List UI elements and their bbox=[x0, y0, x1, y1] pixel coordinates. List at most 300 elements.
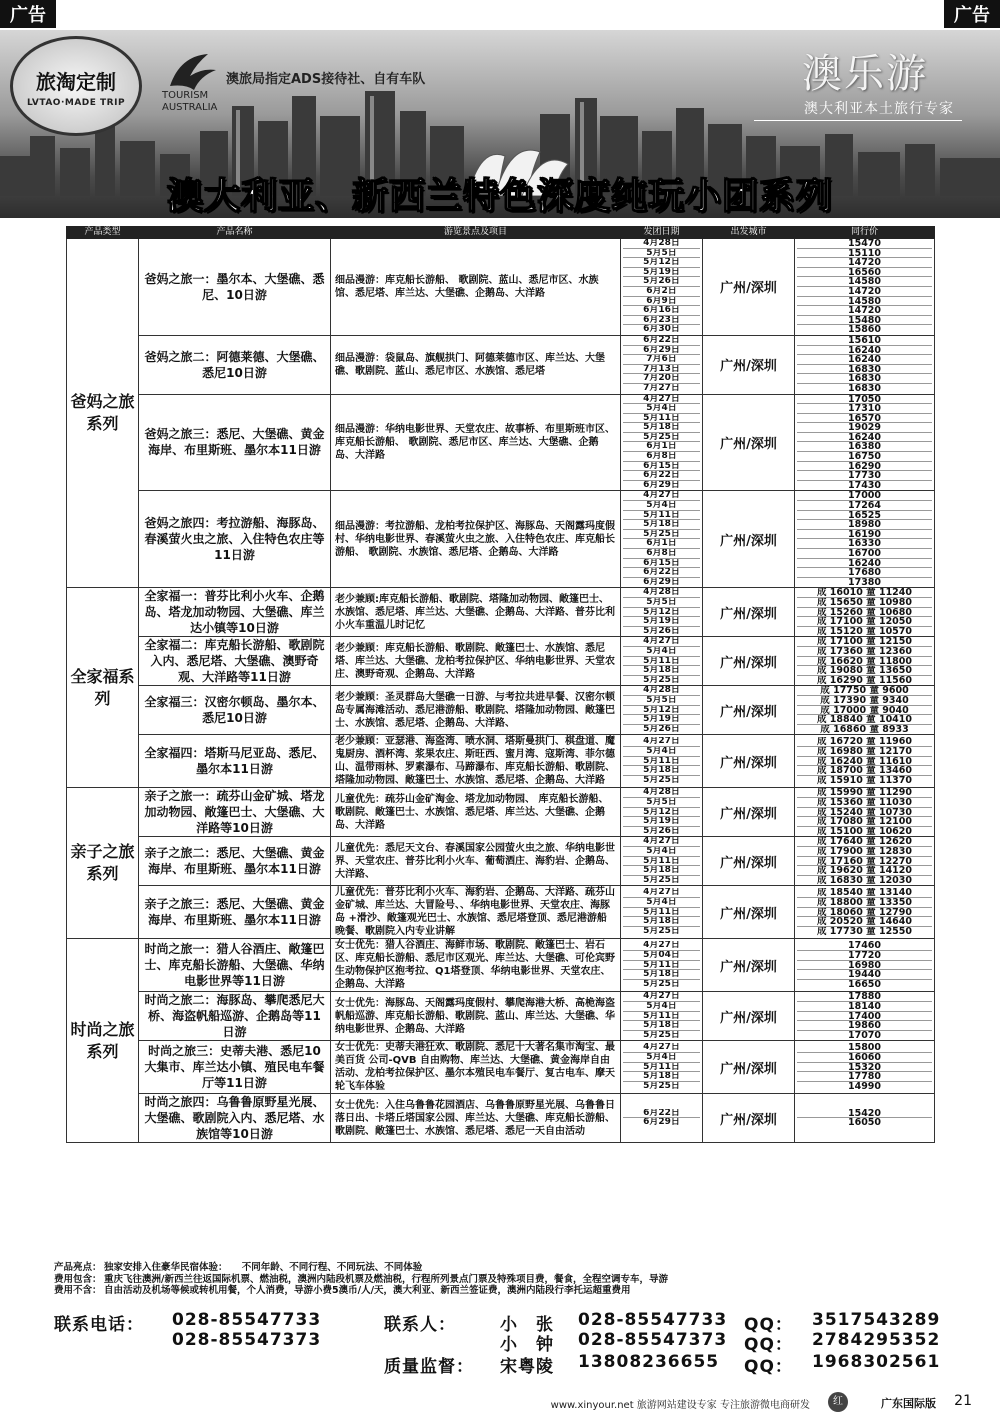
note-highlight bbox=[54, 1262, 954, 1274]
phone-1[interactable]: 028-85547733 bbox=[172, 1310, 322, 1330]
price-value: 17460 bbox=[797, 941, 932, 951]
price-value: 16525 bbox=[797, 511, 932, 521]
price-value: 15110 bbox=[797, 249, 932, 259]
product-type-cell: 全家福系列 bbox=[67, 588, 139, 788]
contact-2-phone[interactable]: 028-85547373 bbox=[578, 1330, 728, 1350]
departure-date: 6月8日 bbox=[623, 549, 700, 559]
departure-date: 6月2日 bbox=[623, 287, 700, 297]
prices-cell bbox=[795, 1041, 935, 1094]
prices-cell bbox=[795, 239, 935, 336]
note-included bbox=[54, 1274, 954, 1286]
price-value: 16570 bbox=[797, 414, 932, 424]
price-value: 16240 bbox=[797, 559, 932, 569]
dates-cell bbox=[621, 788, 703, 837]
departure-date: 4月27日 bbox=[623, 737, 700, 747]
departure-city-cell: 广州/深圳 bbox=[703, 992, 795, 1041]
price-value: 17310 bbox=[797, 404, 932, 414]
table-row bbox=[67, 686, 935, 735]
departure-date: 5月26日 bbox=[623, 277, 700, 287]
departure-date: 5月11日 bbox=[623, 908, 700, 918]
product-name-cell: 爸妈之旅一：墨尔本、大堡礁、悉尼、10日游 bbox=[139, 239, 331, 336]
spots-cell: 老少兼顾：圣灵群岛大堡礁一日游、与考拉共进早餐、汉密尔顿岛专属海滩活动、悉尼港游船、歌剧院、塔隆加动物园、敞篷巴士、水族馆、悉尼塔、企鹅岛、大洋路、 bbox=[331, 686, 621, 735]
table-row bbox=[67, 788, 935, 837]
departure-date: 5月25日 bbox=[643, 979, 680, 989]
price-value: 16830 bbox=[797, 365, 932, 375]
departure-date: 5月11日 bbox=[623, 757, 700, 767]
departure-city-cell: 广州/深圳 bbox=[703, 1094, 795, 1143]
departure-date: 5月19日 bbox=[623, 617, 700, 627]
departure-date: 6月30日 bbox=[643, 325, 680, 335]
departure-city-cell: 广州/深圳 bbox=[703, 588, 795, 637]
product-name-cell: 亲子之旅一：疏芬山金矿城、塔龙加动物园、敞篷巴士、大堡礁、大洋路等10日游 bbox=[139, 788, 331, 837]
departure-date: 6月22日 bbox=[623, 568, 700, 578]
table-row bbox=[67, 1041, 935, 1094]
header-city: 出发城市 bbox=[703, 227, 795, 239]
header-product-type: 产品类型 bbox=[67, 227, 139, 239]
price-value: 17430 bbox=[847, 480, 882, 491]
departure-date: 4月27日 bbox=[623, 395, 700, 405]
departure-date: 6月22日 bbox=[623, 471, 700, 481]
prices-cell bbox=[795, 735, 935, 788]
price-value: 成 17750 童 9600 bbox=[797, 686, 932, 696]
price-value: 17720 bbox=[797, 951, 932, 961]
table-row bbox=[67, 588, 935, 637]
table-row bbox=[67, 992, 935, 1041]
departure-date: 5月25日 bbox=[643, 875, 680, 885]
departure-date: 5月18日 bbox=[623, 766, 700, 776]
product-type-cell: 亲子之旅系列 bbox=[67, 788, 139, 939]
departure-city-cell: 广州/深圳 bbox=[703, 788, 795, 837]
departure-date: 5月5日 bbox=[623, 798, 700, 808]
spots-cell: 儿童优先：普芬比利小火车、海豹岩、企鹅岛、大洋路、疏芬山金矿城、库兰达、大冒险号、、华纳电影世界、天堂农庄、海豚岛 +滑沙、敞篷观光巴士、水族馆、悉尼塔登顶、悉尼港游船晚餐、歌剧院入内专业讲解 bbox=[331, 886, 621, 939]
supervisor-qq[interactable]: 1968302561 bbox=[812, 1352, 941, 1372]
departure-date: 4月27日 bbox=[623, 491, 700, 501]
departure-date: 4月27日 bbox=[623, 941, 700, 951]
departure-date: 4月28日 bbox=[623, 788, 700, 798]
prices-cell bbox=[795, 588, 935, 637]
product-name-cell: 时尚之旅四：乌鲁鲁原野星光展、大堡礁、歌剧院入内、悉尼塔、水族馆等10日游 bbox=[139, 1094, 331, 1143]
price-value: 成 15990 童 11290 bbox=[797, 788, 932, 798]
product-name-cell: 爸妈之旅二：阿德莱德、大堡礁、悉尼10日游 bbox=[139, 335, 331, 394]
departure-date: 7月6日 bbox=[623, 355, 700, 365]
departure-date: 5月19日 bbox=[623, 817, 700, 827]
departure-date: 5月4日 bbox=[623, 747, 700, 757]
dates-cell bbox=[621, 735, 703, 788]
dates-cell bbox=[621, 239, 703, 336]
departure-date: 6月8日 bbox=[623, 452, 700, 462]
product-name-cell: 全家福四：塔斯马尼亚岛、悉尼、墨尔本11日游 bbox=[139, 735, 331, 788]
price-value: 17880 bbox=[797, 992, 932, 1002]
price-value: 成 16860 童 8933 bbox=[820, 724, 909, 735]
price-value: 成 18540 童 13140 bbox=[797, 888, 932, 898]
departure-date: 4月27日 bbox=[623, 837, 700, 847]
contact-2-qq-label: QQ： bbox=[744, 1335, 793, 1355]
contact-1-qq[interactable]: 3517543289 bbox=[812, 1310, 941, 1330]
departure-date: 4月27日 bbox=[623, 888, 700, 898]
tourism-australia-line1: TOURISM bbox=[162, 90, 209, 101]
price-value: 成 18700 童 13460 bbox=[797, 766, 932, 776]
departure-date: 5月04日 bbox=[623, 951, 700, 961]
table-header-row bbox=[67, 227, 935, 239]
header-banner bbox=[0, 30, 1000, 218]
departure-date: 5月4日 bbox=[623, 898, 700, 908]
departure-date: 5月25日 bbox=[623, 530, 700, 540]
spots-cell: 细品漫游：华纳电影世界、天堂农庄、故事桥、布里斯班市区、库克船长游船、 歌剧院、悉尼市区、库兰达、大堡礁、企鹅岛、大洋路 bbox=[331, 394, 621, 491]
footer-site-text[interactable]: www.xinyour.net 旅游网站建设专家 专注旅游微电商研发 bbox=[550, 1400, 810, 1411]
note-label: 费用包含： bbox=[54, 1273, 102, 1285]
departure-date: 5月4日 bbox=[623, 404, 700, 414]
prices-cell bbox=[795, 686, 935, 735]
spots-cell: 老少兼顾:库克船长游船、歌剧院、塔隆加动物园、敞篷巴士、水族馆、悉尼塔、库兰达、大堡礁、企鹅岛、大洋路、普芬比利小火车重温儿时记忆 bbox=[331, 588, 621, 637]
departure-date: 5月26日 bbox=[643, 826, 680, 836]
brand-subtitle: 澳大利亚本土旅行专家 bbox=[754, 98, 962, 121]
price-value: 成 18060 童 12790 bbox=[797, 908, 932, 918]
price-value: 17000 bbox=[797, 491, 932, 501]
price-value: 成 17900 童 12830 bbox=[797, 847, 932, 857]
table-row bbox=[67, 886, 935, 939]
prices-cell bbox=[795, 788, 935, 837]
price-value: 16330 bbox=[797, 539, 932, 549]
dates-cell bbox=[621, 491, 703, 588]
badge-title: 旅淘定制 bbox=[36, 70, 116, 94]
departure-date: 5月11日 bbox=[623, 961, 700, 971]
dates-cell bbox=[621, 837, 703, 886]
price-value: 15800 bbox=[797, 1043, 932, 1053]
departure-date: 6月29日 bbox=[643, 480, 680, 490]
price-value: 19860 bbox=[797, 1021, 932, 1031]
product-name-cell: 亲子之旅三：悉尼、大堡礁、黄金海岸、布里斯班、墨尔本11日游 bbox=[139, 886, 331, 939]
price-value: 15470 bbox=[797, 239, 932, 249]
departure-date: 5月11日 bbox=[623, 657, 700, 667]
departure-date: 5月18日 bbox=[623, 970, 700, 980]
table-row bbox=[67, 837, 935, 886]
departure-date: 5月26日 bbox=[643, 724, 680, 734]
departure-date: 5月12日 bbox=[623, 706, 700, 716]
dates-cell bbox=[621, 335, 703, 394]
departure-date: 5月18日 bbox=[623, 520, 700, 530]
price-value: 16830 bbox=[797, 374, 932, 384]
departure-date: 5月12日 bbox=[623, 808, 700, 818]
ads-text: 澳旅局指定ADS接待社、自有车队 bbox=[226, 72, 426, 87]
departure-date: 5月25日 bbox=[623, 433, 700, 443]
departure-date: 5月12日 bbox=[623, 258, 700, 268]
price-value: 成 17160 童 12270 bbox=[797, 857, 932, 867]
price-value: 17264 bbox=[797, 501, 932, 511]
table-row bbox=[67, 1094, 935, 1143]
price-value: 成 17000 童 9040 bbox=[797, 706, 932, 716]
departure-date: 6月1日 bbox=[623, 442, 700, 452]
price-value: 成 20520 童 14640 bbox=[797, 917, 932, 927]
departure-date: 4月27日 bbox=[623, 1043, 700, 1053]
product-name-cell: 亲子之旅二：悉尼、大堡礁、黄金海岸、布里斯班、墨尔本11日游 bbox=[139, 837, 331, 886]
header-spots: 游览景点及项目 bbox=[331, 227, 621, 239]
price-value: 14720 bbox=[797, 287, 932, 297]
prices-cell bbox=[795, 637, 935, 686]
departure-date: 5月18日 bbox=[623, 423, 700, 433]
product-name-cell: 全家福三：汉密尔顿岛、墨尔本、悉尼10日游 bbox=[139, 686, 331, 735]
product-name-cell: 爸妈之旅四：考拉游船、海豚岛、春溪萤火虫之旅、入住特色农庄等11日游 bbox=[139, 491, 331, 588]
departure-date: 5月18日 bbox=[623, 1021, 700, 1031]
price-value: 14720 bbox=[797, 306, 932, 316]
departure-date: 5月18日 bbox=[623, 1072, 700, 1082]
price-value: 成 17640 童 12620 bbox=[797, 837, 932, 847]
price-value: 17400 bbox=[797, 1012, 932, 1022]
price-value: 16060 bbox=[797, 1053, 932, 1063]
note-text: 自由活动及机场等候或转机用餐，个人消费，导游小费5澳币/人/天，澳大利亚、新西兰签证费，澳洲内陆段行李托运超重费用 bbox=[104, 1285, 631, 1296]
price-value: 成 15260 童 10680 bbox=[797, 608, 932, 618]
departure-city-cell: 广州/深圳 bbox=[703, 735, 795, 788]
price-value: 15610 bbox=[797, 336, 932, 346]
table-row bbox=[67, 939, 935, 992]
contact-label: 联系人： bbox=[384, 1315, 456, 1335]
prices-cell bbox=[795, 837, 935, 886]
table-row bbox=[67, 637, 935, 686]
departure-date: 6月23日 bbox=[623, 316, 700, 326]
product-name-cell: 全家福二：库克船长游船、歌剧院入内、悉尼塔、大堡礁、澳野奇观、大洋路等11日游 bbox=[139, 637, 331, 686]
product-name-cell: 爸妈之旅三：悉尼、大堡礁、黄金海岸、布里斯班、墨尔本11日游 bbox=[139, 394, 331, 491]
departure-date: 7月20日 bbox=[623, 374, 700, 384]
spots-cell: 女士优先：入住乌鲁鲁花园酒店、乌鲁鲁原野星光展、乌鲁鲁日落日出、卡塔丘塔国家公园、库兰达、大堡礁、库克船长游船、歌剧院、敞篷巴士、水族馆、悉尼塔、悉尼一天自由活动 bbox=[331, 1094, 621, 1143]
spots-cell: 老少兼顾：亚瑟港、海盗湾、喷水洞、塔斯曼拱门、棋盘道、魔鬼厨房、酒杯湾、浆果农庄、斯旺西、蜜月湾、寇斯湾、菲尔德山、温带雨林、罗素瀑布、马蹄瀑布、库克船长游船、歌剧院、塔隆加动物园、敞篷巴士、水族馆、悉尼塔、企鹅岛、大洋路 bbox=[331, 735, 621, 788]
note-text: 独家安排入住豪华民宿体验： 不同年龄、不同行程、不同玩法、不同体验 bbox=[104, 1262, 423, 1273]
spots-cell: 细品漫游：考拉游船、龙柏考拉保护区、海豚岛、天阁露玛度假村、华纳电影世界、春溪萤火虫之旅、入住特色农庄、库克船长游船、 歌剧院、水族馆、悉尼塔、企鹅岛、大洋路 bbox=[331, 491, 621, 588]
contact-2-qq[interactable]: 2784295352 bbox=[812, 1330, 941, 1350]
price-value: 16750 bbox=[797, 452, 932, 462]
departure-city-cell: 广州/深圳 bbox=[703, 637, 795, 686]
product-type-cell: 爸妈之旅系列 bbox=[67, 239, 139, 588]
price-value: 成 17100 童 12150 bbox=[797, 637, 932, 647]
ad-tag-right: 广告 bbox=[944, 0, 1000, 28]
departure-date: 5月26日 bbox=[643, 626, 680, 636]
price-value: 16240 bbox=[797, 346, 932, 356]
price-value: 17680 bbox=[797, 568, 932, 578]
departure-date: 6月1日 bbox=[623, 539, 700, 549]
price-value: 成 17080 童 12100 bbox=[797, 817, 932, 827]
price-value: 成 16290 童 11560 bbox=[816, 675, 913, 686]
contact-section bbox=[54, 1308, 954, 1377]
price-value: 17070 bbox=[847, 1030, 882, 1041]
header-price: 同行价 bbox=[795, 227, 935, 239]
price-value: 成 19080 童 13650 bbox=[797, 666, 932, 676]
departure-date: 5月4日 bbox=[623, 647, 700, 657]
departure-date: 6月29日 bbox=[643, 1118, 680, 1128]
departure-date: 5月12日 bbox=[623, 608, 700, 618]
departure-date: 4月28日 bbox=[623, 686, 700, 696]
spots-cell: 老少兼顾：库克船长游船、歌剧院、敞篷巴士、水族馆、悉尼塔、库兰达、大堡礁、龙柏考拉保护区、华纳电影世界、天堂农庄、澳野奇观、企鹅岛、大洋路 bbox=[331, 637, 621, 686]
price-value: 16380 bbox=[797, 442, 932, 452]
red-logo-icon: 红 bbox=[828, 1392, 848, 1412]
departure-city-cell: 广州/深圳 bbox=[703, 335, 795, 394]
table-row bbox=[67, 239, 935, 336]
product-name-cell: 时尚之旅三：史蒂夫港、悉尼10大集市、库兰达小镇、殖民电车餐厅等11日游 bbox=[139, 1041, 331, 1094]
contact-2-name: 小 钟 bbox=[500, 1335, 554, 1355]
price-value: 15420 bbox=[797, 1109, 932, 1119]
price-value: 成 17360 童 12360 bbox=[797, 647, 932, 657]
price-value: 15480 bbox=[797, 316, 932, 326]
contact-1-phone[interactable]: 028-85547733 bbox=[578, 1310, 728, 1330]
spots-cell: 儿童优先：悉尼天文台、春溪国家公园萤火虫之旅、华纳电影世界、天堂农庄、普芬比利小火车、葡萄酒庄、海豹岩、企鹅岛、大洋路、 bbox=[331, 837, 621, 886]
departure-date: 5月11日 bbox=[623, 414, 700, 424]
main-title: 澳大利亚、新西兰特色深度纯玩小团系列 bbox=[166, 176, 833, 217]
departure-city-cell: 广州/深圳 bbox=[703, 837, 795, 886]
price-value: 17730 bbox=[797, 471, 932, 481]
supervisor-name: 宋粤陵 bbox=[500, 1357, 554, 1377]
header-dates: 发团日期 bbox=[621, 227, 703, 239]
badge-subtitle: LVTAO·MADE TRIP bbox=[26, 98, 126, 108]
departure-city-cell: 广州/深圳 bbox=[703, 886, 795, 939]
footer-edition: 广东国际版 bbox=[881, 1397, 936, 1410]
price-value: 16650 bbox=[847, 979, 882, 990]
departure-city-cell: 广州/深圳 bbox=[703, 1041, 795, 1094]
departure-city-cell: 广州/深圳 bbox=[703, 239, 795, 336]
price-value: 成 17390 童 9340 bbox=[797, 696, 932, 706]
note-label: 产品亮点： bbox=[54, 1262, 102, 1273]
price-value: 成 16010 童 11240 bbox=[797, 588, 932, 598]
departure-date: 5月25日 bbox=[643, 775, 680, 785]
departure-date: 5月19日 bbox=[623, 268, 700, 278]
price-value: 16560 bbox=[797, 268, 932, 278]
price-value: 18140 bbox=[797, 1002, 932, 1012]
price-value: 19440 bbox=[797, 970, 932, 980]
spots-cell: 细品漫游：袋鼠岛、旗舰拱门、阿德莱德市区、库兰达、大堡礁、歌剧院、蓝山、悉尼市区、水族馆、悉尼塔 bbox=[331, 335, 621, 394]
supervise-label: 质量监督： bbox=[384, 1357, 474, 1377]
departure-date: 5月18日 bbox=[623, 866, 700, 876]
price-value: 成 17100 童 12050 bbox=[797, 617, 932, 627]
note-excluded bbox=[54, 1285, 954, 1297]
prices-cell bbox=[795, 992, 935, 1041]
price-value: 成 16620 童 11800 bbox=[797, 657, 932, 667]
departure-date: 4月28日 bbox=[623, 239, 700, 249]
price-value: 16830 bbox=[847, 383, 882, 394]
prices-cell bbox=[795, 394, 935, 491]
product-type-cell: 时尚之旅系列 bbox=[67, 939, 139, 1143]
price-value: 17380 bbox=[847, 577, 882, 588]
dates-cell bbox=[621, 686, 703, 735]
dates-cell bbox=[621, 939, 703, 992]
price-value: 14990 bbox=[847, 1081, 882, 1092]
departure-date: 5月25日 bbox=[643, 675, 680, 685]
price-value: 成 15100 童 10620 bbox=[816, 826, 913, 837]
phone-label: 联系电话： bbox=[54, 1315, 144, 1335]
price-value: 成 16980 童 12170 bbox=[797, 747, 932, 757]
departure-date: 4月27日 bbox=[623, 637, 700, 647]
departure-city-cell: 广州/深圳 bbox=[703, 686, 795, 735]
supervisor-qq-label: QQ： bbox=[744, 1357, 793, 1377]
departure-date: 5月4日 bbox=[623, 1002, 700, 1012]
prices-cell bbox=[795, 1094, 935, 1143]
price-value: 16190 bbox=[797, 530, 932, 540]
supervisor-phone[interactable]: 13808236655 bbox=[578, 1352, 720, 1372]
departure-date: 6月29日 bbox=[643, 577, 680, 587]
price-value: 成 15910 童 11370 bbox=[816, 775, 913, 786]
price-value: 成 15360 童 11030 bbox=[797, 798, 932, 808]
price-value: 14580 bbox=[797, 297, 932, 307]
departure-date: 6月22日 bbox=[623, 336, 700, 346]
product-name-cell: 时尚之旅二：海豚岛、攀爬悉尼大桥、海盗帆船巡游、企鹅岛等11日游 bbox=[139, 992, 331, 1041]
price-value: 18980 bbox=[797, 520, 932, 530]
dates-cell bbox=[621, 992, 703, 1041]
price-value: 16980 bbox=[797, 961, 932, 971]
departure-date: 5月25日 bbox=[643, 926, 680, 936]
departure-date: 5月5日 bbox=[623, 249, 700, 259]
tourism-australia-line2: AUSTRALIA bbox=[162, 102, 218, 113]
departure-date: 6月29日 bbox=[623, 346, 700, 356]
departure-date: 5月5日 bbox=[623, 696, 700, 706]
departure-date: 5月25日 bbox=[643, 1081, 680, 1091]
departure-date: 4月28日 bbox=[623, 588, 700, 598]
departure-date: 5月18日 bbox=[623, 917, 700, 927]
dates-cell bbox=[621, 588, 703, 637]
price-value: 17050 bbox=[797, 395, 932, 405]
price-value: 16050 bbox=[847, 1118, 882, 1128]
product-name-cell: 全家福一：普芬比利小火车、企鹅岛、塔龙加动物园、大堡礁、库兰达小镇等10日游 bbox=[139, 588, 331, 637]
departure-date: 7月13日 bbox=[623, 365, 700, 375]
page-footer bbox=[0, 1392, 1000, 1414]
departure-city-cell: 广州/深圳 bbox=[703, 491, 795, 588]
dates-cell bbox=[621, 886, 703, 939]
departure-date: 6月16日 bbox=[623, 306, 700, 316]
contact-1-qq-label: QQ： bbox=[744, 1315, 793, 1335]
departure-date: 5月4日 bbox=[623, 501, 700, 511]
dates-cell bbox=[621, 637, 703, 686]
table-row bbox=[67, 335, 935, 394]
price-value: 16700 bbox=[797, 549, 932, 559]
price-value: 成 19620 童 14120 bbox=[797, 866, 932, 876]
departure-date: 6月22日 bbox=[623, 1109, 700, 1119]
spots-cell: 女士优先：海豚岛、天阁露玛度假村、攀爬海港大桥、高桅海盗帆船巡游、库克船长游船、歌剧院、蓝山、库兰达、大堡礁、华纳电影世界、企鹅岛、大洋路 bbox=[331, 992, 621, 1041]
prices-cell bbox=[795, 939, 935, 992]
page-number: 21 bbox=[954, 1393, 972, 1409]
lvtao-badge-logo bbox=[10, 36, 142, 136]
departure-date: 6月15日 bbox=[623, 462, 700, 472]
price-value: 16240 bbox=[797, 355, 932, 365]
price-value: 成 16830 童 12030 bbox=[816, 875, 913, 886]
price-value: 14580 bbox=[797, 277, 932, 287]
departure-city-cell: 广州/深圳 bbox=[703, 939, 795, 992]
departure-date: 5月11日 bbox=[623, 1063, 700, 1073]
prices-cell bbox=[795, 886, 935, 939]
table-row bbox=[67, 491, 935, 588]
prices-cell bbox=[795, 335, 935, 394]
departure-city-cell: 广州/深圳 bbox=[703, 394, 795, 491]
price-value: 16290 bbox=[797, 462, 932, 472]
departure-date: 5月11日 bbox=[623, 1012, 700, 1022]
price-value: 14720 bbox=[797, 258, 932, 268]
departure-date: 4月27日 bbox=[623, 992, 700, 1002]
departure-date: 5月25日 bbox=[643, 1030, 680, 1040]
spots-cell: 儿童优先：疏芬山金矿淘金、塔龙加动物园、 库克船长游船、歌剧院、敞篷巴士、水族馆、悉尼塔、库兰达、大堡礁、企鹅岛、大洋路 bbox=[331, 788, 621, 837]
spots-cell: 女士优先：猎人谷酒庄、海鲜市场、歌剧院、敞篷巴士、岩石区、库克船长游船、悉尼市区观光、库兰达、大堡礁、可伦宾野生动物保护区抱考拉、Q1塔登顶、华纳电影世界、天堂农庄、企鹅岛、大洋路 bbox=[331, 939, 621, 992]
price-value: 成 16240 童 11610 bbox=[797, 757, 932, 767]
price-value: 成 17730 童 12550 bbox=[816, 926, 913, 937]
departure-date: 5月11日 bbox=[623, 511, 700, 521]
price-value: 成 15120 童 10570 bbox=[816, 626, 913, 637]
header-product-name: 产品名称 bbox=[139, 227, 331, 239]
table-row bbox=[67, 735, 935, 788]
note-label: 费用不含： bbox=[54, 1285, 102, 1296]
notes-section bbox=[54, 1262, 954, 1297]
price-value: 成 18840 童 10410 bbox=[797, 715, 932, 725]
note-text: 重庆飞往澳洲/新西兰往返国际机票、燃油税，澳洲内陆段机票及燃油税，行程所列景点门票及特殊项目费，餐食，全程空调专车，导游 bbox=[104, 1273, 668, 1285]
price-value: 17780 bbox=[797, 1072, 932, 1082]
departure-date: 6月15日 bbox=[623, 559, 700, 569]
contact-1-name: 小 张 bbox=[500, 1315, 554, 1335]
price-value: 成 18800 童 13350 bbox=[797, 898, 932, 908]
departure-date: 5月18日 bbox=[623, 666, 700, 676]
departure-date: 7月27日 bbox=[643, 383, 680, 393]
phone-2[interactable]: 028-85547373 bbox=[172, 1330, 322, 1350]
dates-cell bbox=[621, 394, 703, 491]
